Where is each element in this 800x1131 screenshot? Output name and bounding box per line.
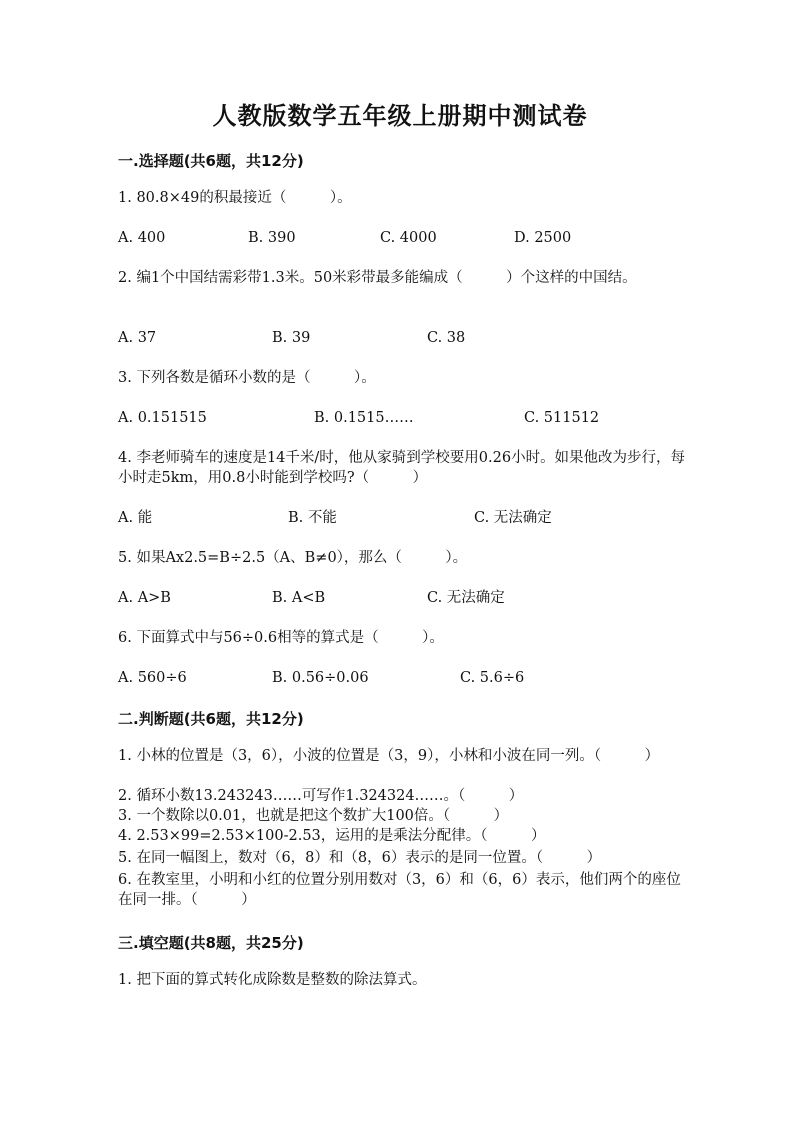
choice-1-option-a: A. 400 xyxy=(118,230,166,246)
choice-6-option-c: C. 5.6÷6 xyxy=(460,670,525,686)
choice-3-option-c: C. 511512 xyxy=(524,410,600,426)
choice-4-option-c: C. 无法确定 xyxy=(474,510,552,526)
judge-question-5: 5. 在同一幅图上，数对（6，8）和（8，6）表示的是同一位置。（ ） xyxy=(118,850,602,866)
choice-3-option-a: A. 0.151515 xyxy=(118,410,207,426)
section-heading-choice: 一.选择题(共6题，共12分) xyxy=(118,152,304,170)
choice-5-option-c: C. 无法确定 xyxy=(427,590,505,606)
choice-question-1: 1. 80.8×49的积最接近（ ）。 xyxy=(118,190,352,206)
judge-question-2: 2. 循环小数13.243243……可写作1.324324……。（ ） xyxy=(118,788,524,804)
choice-5-option-a: A. A>B xyxy=(118,590,171,606)
page-title: 人教版数学五年级上册期中测试卷 xyxy=(212,102,588,130)
choice-2-option-b: B. 39 xyxy=(272,330,311,346)
choice-2-option-a: A. 37 xyxy=(118,330,157,346)
judge-question-6: 6. 在教室里，小明和小红的位置分别用数对（3，6）和（6，6）表示，他们两个的座位在同一排。（ ） xyxy=(118,872,681,908)
choice-4-option-b: B. 不能 xyxy=(288,510,337,526)
judge-question-3: 3. 一个数除以0.01，也就是把这个数扩大100倍。（ ） xyxy=(118,808,509,824)
choice-1-option-b: B. 390 xyxy=(248,230,296,246)
judge-question-1: 1. 小林的位置是（3，6），小波的位置是（3，9），小林和小波在同一列。（ ） xyxy=(118,748,660,764)
choice-3-option-b: B. 0.1515…… xyxy=(314,410,414,426)
choice-1-option-d: D. 2500 xyxy=(514,230,572,246)
judge-question-4: 4. 2.53×99=2.53×100-2.53，运用的是乘法分配律。（ ） xyxy=(118,828,546,844)
choice-6-option-b: B. 0.56÷0.06 xyxy=(272,670,369,686)
choice-5-option-b: B. A<B xyxy=(272,590,326,606)
choice-question-6: 6. 下面算式中与56÷0.6相等的算式是（ ）。 xyxy=(118,630,444,646)
choice-2-option-c: C. 38 xyxy=(427,330,466,346)
choice-question-3: 3. 下列各数是循环小数的是（ ）。 xyxy=(118,370,376,386)
choice-question-4: 4. 李老师骑车的速度是14千米/时，他从家骑到学校要用0.26小时。如果他改为步行，每小时走5km，用0.8小时能到学校吗?（ ） xyxy=(118,450,686,486)
choice-question-2: 2. 编1个中国结需彩带1.3米。50米彩带最多能编成（ ）个这样的中国结。 xyxy=(118,270,637,286)
section-heading-fill: 三.填空题(共8题，共25分) xyxy=(118,934,304,952)
choice-6-option-a: A. 560÷6 xyxy=(118,670,187,686)
section-heading-judge: 二.判断题(共6题，共12分) xyxy=(118,710,304,728)
choice-1-option-c: C. 4000 xyxy=(380,230,437,246)
choice-question-5: 5. 如果Ax2.5=B÷2.5（A、B≠0），那么（ ）。 xyxy=(118,550,468,566)
choice-4-option-a: A. 能 xyxy=(118,510,153,526)
fill-question-1: 1. 把下面的算式转化成除数是整数的除法算式。 xyxy=(118,972,427,988)
